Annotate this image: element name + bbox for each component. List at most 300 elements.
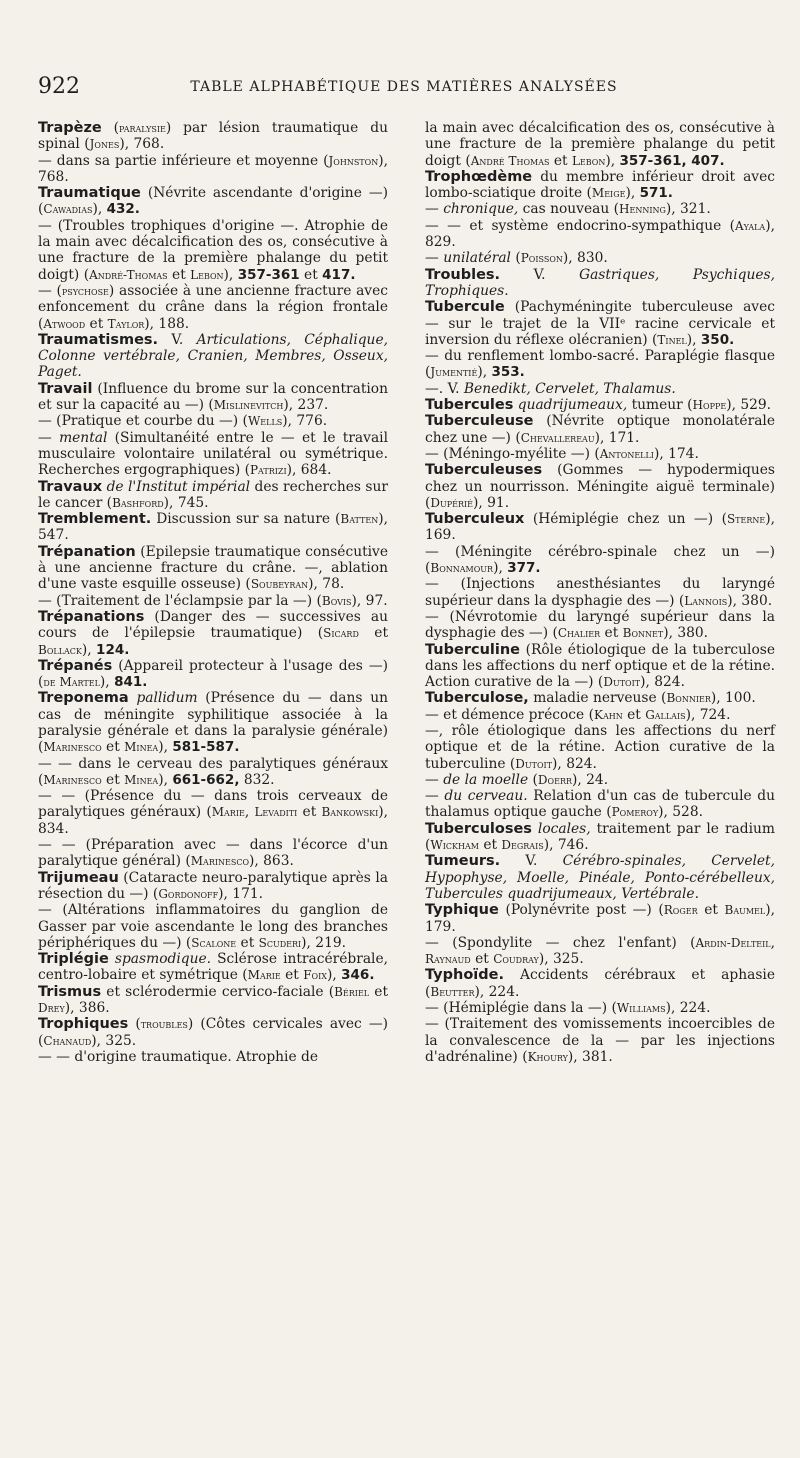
entry-text: chronique, (443, 201, 519, 218)
entry-text: ), 179. (425, 902, 775, 935)
author-name: Pomeroy (611, 805, 659, 820)
entry-headword: Trophiques (38, 1016, 129, 1033)
entry-headword: Tumeurs. (425, 853, 501, 870)
index-entry (38, 511, 388, 544)
entry-text: ), (81, 641, 97, 658)
entry-text: ), 386. (64, 1000, 110, 1017)
page-header (38, 74, 770, 100)
entry-headword: Typhoïde. (425, 967, 504, 984)
entry-text: tumeur ( (627, 397, 693, 414)
author-name: Dutoit (603, 675, 641, 690)
index-entry (38, 185, 388, 218)
entry-text: ), 100. (710, 690, 756, 707)
running-title: TABLE ALPHABÉTIQUE DES MATIÈRES ANALYSÉES (190, 79, 618, 95)
entry-text: — (425, 771, 444, 788)
entry-text: ), 325. (538, 951, 584, 968)
entry-headword: Travail (38, 380, 93, 397)
entry-text: ( (510, 250, 521, 267)
entry-headword: Tuberculeuses (425, 462, 543, 479)
author-name: Bonnier (666, 691, 711, 706)
author-name: Poisson (520, 251, 563, 266)
entry-text: (Pachyméningite tuberculeuse avec — sur le trajet de la VIIᵉ racine cervicale et inversion du réflexe olécranien) ( (425, 299, 775, 348)
entry-text: 841. (114, 674, 148, 691)
entry-text: ) (Côtes cervicales avec —) ( (38, 1016, 388, 1049)
entry-text: ) par lésion traumatique du spinal ( (38, 120, 388, 153)
entry-text: — (Méningite cérébro-spinale chez un —) ( (425, 543, 775, 577)
author-name: Kahn (593, 707, 623, 722)
index-entry (38, 120, 388, 153)
author-name: Foix (303, 968, 327, 983)
author-name: Bonnet (622, 626, 664, 641)
entry-text: — (Traitement des vomissements incoercibles de la convalescence de la — par les injections d'adrénaline) ( (425, 1016, 775, 1065)
index-entry (425, 821, 775, 854)
entry-text: (Névrite ascendante d'origine —) ( (38, 185, 388, 218)
entry-text: (Hémiplégie chez un —) ( (524, 511, 727, 528)
author-name: Cawadias (43, 202, 93, 217)
author-name: Beutter (430, 984, 475, 999)
entry-text: ), 325. (91, 1032, 137, 1049)
entry-text: — (425, 250, 444, 267)
entry-text: ), 768. (119, 136, 165, 153)
author-name: Marinesco (43, 740, 102, 755)
entry-text: quadrijumeaux, (517, 397, 628, 414)
author-name: Raynaud (425, 952, 471, 967)
index-entry (425, 788, 775, 821)
author-name: Minea (124, 740, 159, 755)
entry-text: ), 380. (663, 625, 709, 642)
entry-text: (Appareil protecteur à l'usage des —) ( (38, 657, 388, 691)
entry-headword: Typhique (425, 902, 499, 919)
index-entry (38, 902, 388, 951)
index-column-right (425, 120, 775, 1065)
author-name: Lebon (571, 153, 606, 168)
index-entry (38, 788, 388, 837)
index-entry (425, 707, 775, 723)
author-name: Jumentié (430, 365, 478, 380)
author-name: Williams (616, 1001, 666, 1016)
entry-headword: Trapèze (38, 120, 102, 136)
author-name: Bonnamour (430, 561, 494, 576)
entry-headword: Trijumeau (38, 869, 119, 886)
entry-text: ( (528, 771, 538, 788)
entry-headword: Troubles. (425, 266, 501, 283)
index-entry (38, 1049, 388, 1065)
index-entry (425, 120, 775, 169)
author-name: Marie (247, 968, 281, 983)
entry-text: ), (326, 967, 342, 984)
index-entry (425, 967, 775, 1000)
index-entry (425, 935, 775, 968)
entry-text: et (297, 804, 322, 821)
index-entry (38, 544, 388, 593)
entry-text: ), 547. (38, 511, 388, 544)
entry-headword: Tuberculine (425, 641, 521, 658)
entry-text: la main avec décalcification des os, consécutive à une fracture de la première phalange du petit doigt ( (425, 120, 775, 169)
entry-text: et (358, 625, 388, 642)
entry-text: et (280, 967, 304, 984)
index-entry (38, 756, 388, 789)
index-entry (425, 381, 775, 397)
index-entry (425, 218, 775, 251)
entry-text: 124. (96, 641, 130, 658)
entry-text: 581-587. (172, 739, 240, 756)
index-entry (425, 169, 775, 202)
index-entry (425, 1000, 775, 1016)
entry-text: et (299, 266, 323, 283)
entry-text: et (697, 902, 725, 919)
entry-text: ), 171. (218, 885, 264, 902)
entry-text: et (101, 739, 125, 756)
index-entry (425, 544, 775, 577)
author-name: Coudray (493, 952, 539, 967)
entry-text: — (Altérations inflammatoires du ganglion de Gasser par voie ascendante le long des branches périphériques du —) ( (38, 902, 388, 951)
entry-text: ), 169. (425, 511, 775, 544)
entry-text: ), 174. (653, 445, 699, 462)
author-name: Bovis (321, 593, 352, 608)
entry-text: ), (99, 674, 115, 691)
author-name: Sterne (726, 512, 766, 527)
index-entry (425, 413, 775, 446)
index-entry (38, 609, 388, 658)
index-entry (425, 462, 775, 511)
entry-text: 661-662, (172, 771, 240, 788)
entry-text: ), 824. (552, 755, 597, 772)
index-entry (38, 690, 388, 755)
index-entry (425, 723, 775, 772)
author-name: Tinel (657, 332, 687, 347)
entry-text: ), 528. (658, 804, 703, 821)
entry-text: de l'Institut impérial (106, 478, 251, 495)
entry-text: ( (128, 1016, 141, 1033)
index-entry (38, 218, 388, 283)
entry-text: — (425, 788, 445, 805)
entry-text: V. (500, 266, 580, 283)
entry-text: — (425, 201, 444, 218)
author-name: Ardin-Delteil (695, 935, 771, 950)
author-name: Baumel (724, 903, 766, 918)
entry-headword: Tubercule (425, 299, 505, 316)
entry-text: (Simultanéité entre le — et le travail musculaire volontaire unilatéral ou symétrique. Recherches ergographiques) ( (38, 429, 388, 479)
entry-text: ), 834. (38, 804, 389, 837)
entry-headword: Traumatique (38, 185, 141, 202)
entry-text: 357-361 (237, 266, 300, 283)
entry-text: ), (686, 331, 701, 348)
entry-headword: Trismus (38, 983, 102, 1000)
entry-text: ), 684. (286, 462, 332, 479)
entry-text: ), (493, 560, 508, 577)
index-entry (425, 609, 775, 642)
entry-text: ), 24. (572, 771, 609, 788)
entry-text: maladie nerveuse ( (528, 690, 667, 707)
index-entry (38, 153, 388, 186)
author-name: Chanaud (43, 1033, 92, 1048)
entry-headword: Trépanation (38, 543, 136, 560)
author-name: Lannois (684, 593, 728, 608)
author-name: Patrizi (249, 463, 287, 478)
index-entry (425, 853, 775, 902)
author-name: Scuderi (258, 935, 302, 950)
entry-text: (Présence du — dans un cas de méningite syphilitique associée à la paralysie générale et dans la paralysie générale) ( (38, 690, 389, 756)
entry-headword: Triplégie (38, 951, 109, 968)
entry-headword: Tremblement. (38, 511, 152, 528)
entry-text: 417. (322, 266, 356, 283)
index-entry (425, 299, 775, 348)
entry-text: unilatéral (443, 250, 511, 267)
author-name: Wickham (430, 838, 479, 853)
entry-text: traitement par le radium ( (425, 820, 775, 854)
author-name: Scalone (191, 935, 237, 950)
author-name: André-Thomas (89, 267, 168, 282)
entry-text: 571. (639, 185, 673, 202)
entry-text: ), (625, 185, 640, 202)
entry-text: Articulations, Céphalique, Colonne vertébrale, Cranien, Membres, Osseux, Paget. (38, 331, 388, 381)
entry-text: ), 529. (726, 397, 772, 414)
entry-text: — (Injections anesthésiantes du laryngé supérieur dans la dysphagie des —) ( (425, 576, 775, 609)
index-entry (425, 348, 775, 381)
index-entry (38, 1016, 388, 1049)
index-entry (425, 511, 775, 544)
entry-text: ), 219. (301, 934, 347, 951)
entry-text: ), 91. (473, 494, 510, 511)
author-name: Henning (619, 202, 666, 217)
entry-text: — (Spondylite — chez l'enfant) ( (425, 934, 696, 951)
index-entry (38, 593, 388, 609)
author-name: Johnston (328, 153, 379, 168)
index-entry (38, 837, 388, 870)
entry-headword: Traumatismes. (38, 331, 159, 348)
entry-text: ) associée à une ancienne fracture avec enfoncement du crâne dans la région frontale ( (38, 282, 388, 332)
entry-text: 377. (507, 560, 541, 577)
entry-text: ), 776. (282, 413, 328, 430)
author-name: Bankowski (321, 805, 379, 820)
entry-text: — (Traitement de l'éclampsie par la —) ( (38, 592, 322, 609)
author-name: Khoury (527, 1049, 568, 1064)
entry-text: et (236, 934, 259, 951)
entry-text: ), 724. (685, 706, 731, 723)
author-name: Chalier (557, 626, 601, 641)
index-entry (425, 446, 775, 462)
entry-text: V. (500, 853, 563, 870)
entry-text: ), 321. (665, 201, 711, 218)
entry-text: des recherches sur le cancer ( (38, 478, 388, 511)
author-name: Minea (124, 772, 159, 787)
entry-text: (Danger des — successives au cours de l'épilepsie traumatique) ( (38, 608, 388, 642)
entry-text: spasmodique. (114, 951, 212, 968)
author-name: Dutoit (515, 756, 553, 771)
index-entry (425, 1016, 775, 1065)
entry-text: — (38, 429, 60, 446)
entry-headword: Tuberculeuse (425, 413, 534, 430)
index-entry (38, 984, 388, 1017)
entry-text: ), (92, 201, 107, 218)
index-entry (38, 413, 388, 429)
author-name: Chevallereau (520, 430, 595, 445)
entry-text: (Epilepsie traumatique consécutive à une ancienne fracture du crâne. —, ablation d'une vaste esquille osseuse) ( (38, 543, 388, 593)
index-entry (38, 479, 388, 512)
entry-text: ), 171. (594, 429, 640, 446)
entry-headword: Trophœdème (425, 168, 533, 185)
author-name: Soubeyran (250, 577, 309, 592)
entry-text: et (622, 706, 646, 723)
index-entry (38, 283, 388, 332)
entry-text: (Polynévrite post —) ( (498, 902, 664, 919)
author-name: Degrais (501, 838, 544, 853)
entry-text: ), 224. (665, 1000, 711, 1017)
entry-text: ), 224. (474, 983, 520, 1000)
entry-text: — du renflement lombo-sacré. Paraplégie flasque ( (425, 348, 775, 381)
entry-headword: Trépanations (38, 608, 145, 625)
entry-text: 346. (341, 967, 375, 984)
entry-text: du cerveau. (444, 788, 528, 805)
entry-text: ), 380. (727, 592, 773, 609)
entry-text: — (Névrotomie du laryngé supérieur dans la dysphagie des —) ( (425, 608, 775, 642)
entry-text: 832. (239, 771, 275, 788)
index-entry (425, 267, 775, 300)
index-entry (425, 772, 775, 788)
author-name: troubles (140, 1017, 188, 1032)
entry-text: ), (477, 364, 492, 381)
entry-text: — dans sa partie inférieure et moyenne ( (38, 152, 329, 169)
author-name: Marinesco (190, 854, 249, 869)
author-name: psychose (61, 283, 109, 298)
entry-text: et (600, 625, 623, 642)
author-name: Meige (591, 186, 626, 201)
entry-text: — (Pratique et courbe du —) ( (38, 413, 248, 430)
entry-text: Benedikt, Cervelet, Thalamus. (463, 380, 676, 397)
author-name: Levaditi (254, 805, 298, 820)
entry-text: , (244, 804, 255, 821)
index-entry (38, 658, 388, 691)
entry-text: ), 78. (308, 576, 345, 593)
author-name: Bollack (38, 642, 82, 657)
entry-text: — — (Présence du — dans trois cerveaux de paralytiques généraux) ( (38, 788, 388, 821)
author-name: Batten (340, 512, 379, 527)
index-column-left (38, 120, 388, 1065)
entry-text: ), (158, 739, 173, 756)
entry-text: mental (59, 429, 108, 446)
index-entry (425, 690, 775, 706)
entry-text: cas nouveau ( (518, 201, 620, 218)
index-entry (38, 870, 388, 903)
entry-text: (Gommes — hypodermiques chez un nourrisson. Méningite aiguë terminale) ( (425, 462, 775, 511)
author-name: Bashford (112, 495, 164, 510)
entry-text: locales, (537, 820, 591, 837)
entry-text: ), (605, 152, 620, 169)
entry-text: ( (101, 120, 120, 136)
entry-text: — — (Préparation avec — dans l'écorce d'un paralytique général) ( (38, 837, 388, 870)
entry-text: (Influence du brome sur la concentration et sur la capacité au —) ( (38, 380, 388, 414)
entry-text: (Rôle étiologique de la tuberculose dans les affections du nerf optique et de la rétine. Action curative de la —) ( (425, 641, 775, 691)
entry-text: Accidents cérébraux et aphasie ( (425, 967, 775, 1000)
author-name: Sicard (323, 626, 359, 641)
index-entry (425, 397, 775, 413)
author-name: de Martel (43, 675, 100, 690)
entry-text: ), 863. (249, 853, 294, 870)
entry-text: ), 829. (425, 217, 775, 251)
index-entry (38, 951, 388, 984)
entry-text: — et démence précoce ( (425, 706, 594, 723)
entry-text: (Névrite optique monolatérale chez une —) ( (425, 413, 775, 446)
entry-text: ), 381. (567, 1048, 613, 1065)
entry-text: — ( (38, 282, 62, 299)
entry-text: —, rôle étiologique dans les affections du nerf optique et de la rétine. Action curative de la tuberculine ( (425, 722, 775, 772)
entry-text: ), (158, 771, 173, 788)
author-name: paralysie (119, 121, 166, 135)
entry-text: ), (223, 266, 238, 283)
author-name: Marie (211, 805, 245, 820)
author-name: Ayala (735, 218, 766, 233)
entry-text: Cérébro-spinales, Cervelet, Hypophyse, Moelle, Pinéale, Ponto-cérébelleux, Tubercules quadrijumeaux, Vertébrale. (425, 853, 775, 902)
entry-text: 432. (106, 201, 140, 218)
entry-text: 350. (700, 331, 735, 348)
author-name: Taylor (107, 316, 145, 331)
entry-text: et (470, 951, 494, 968)
entry-text: Relation d'un cas de tubercule du thalamus optique gauche ( (425, 788, 775, 821)
entry-text: — (Troubles trophiques d'origine —. Atrophie de la main avec décalcification des os, consécutive à une fracture de la première phalange du petit doigt) ( (38, 217, 388, 283)
entry-text: Discussion sur sa nature ( (151, 511, 341, 528)
entry-text: V. (158, 331, 197, 348)
entry-text: ), 97. (351, 592, 388, 609)
entry-text: ), 188. (144, 315, 190, 332)
index-entry (38, 430, 388, 479)
page-number: 922 (38, 74, 80, 99)
entry-text: — — d'origine traumatique. Atrophie de (38, 1048, 318, 1065)
entry-text: ), 768. (38, 152, 388, 185)
author-name: Doerr (537, 772, 572, 787)
author-name: Hoppe (692, 398, 727, 413)
index-entry (38, 381, 388, 414)
author-name: Bériel (334, 984, 370, 999)
entry-text: du membre inférieur droit avec lombo-sciatique droite ( (425, 168, 775, 202)
entry-text: pallidum (136, 690, 198, 707)
entry-text: et (369, 983, 388, 1000)
entry-headword: Tuberculoses (425, 820, 532, 837)
entry-text: — — dans le cerveau des paralytiques généraux ( (38, 755, 388, 788)
index-entry (425, 201, 775, 217)
index-entry (38, 332, 388, 381)
author-name: Marinesco (43, 772, 102, 787)
author-name: Wells (247, 414, 283, 429)
entry-text: — (Méningo-myélite —) ( (425, 445, 600, 462)
entry-headword: Trépanés (38, 657, 113, 674)
entry-text: et (101, 771, 125, 788)
author-name: Gallais (645, 707, 686, 722)
entry-text: et (549, 152, 572, 169)
author-name: Mislinevitch (213, 398, 284, 413)
entry-text: Sclérose intracérébrale, centro-lobaire et symétrique ( (38, 951, 389, 984)
index-entry (425, 250, 775, 266)
entry-text: et (478, 837, 502, 854)
entry-text: — — et système endocrino-sympathique ( (425, 217, 736, 234)
author-name: Atwood (43, 316, 86, 331)
index-entry (425, 902, 775, 935)
index-entry (425, 642, 775, 691)
index-entry (425, 576, 775, 609)
entry-headword: Tubercules (425, 397, 514, 414)
entry-text: ), 830. (562, 250, 608, 267)
entry-text: 357-361, 407. (619, 152, 725, 169)
author-name: Antonelli (599, 446, 654, 461)
entry-text: et (85, 315, 108, 332)
author-name: Gordonoff (158, 886, 219, 901)
entry-text: 353. (491, 364, 525, 381)
entry-headword: Tuberculose, (425, 690, 529, 707)
entry-text: , (770, 934, 775, 951)
entry-text: de la moelle (443, 771, 529, 788)
author-name: Drey (38, 1001, 65, 1016)
entry-headword: Tuberculeux (425, 511, 525, 528)
entry-text: ), 824. (640, 674, 685, 691)
